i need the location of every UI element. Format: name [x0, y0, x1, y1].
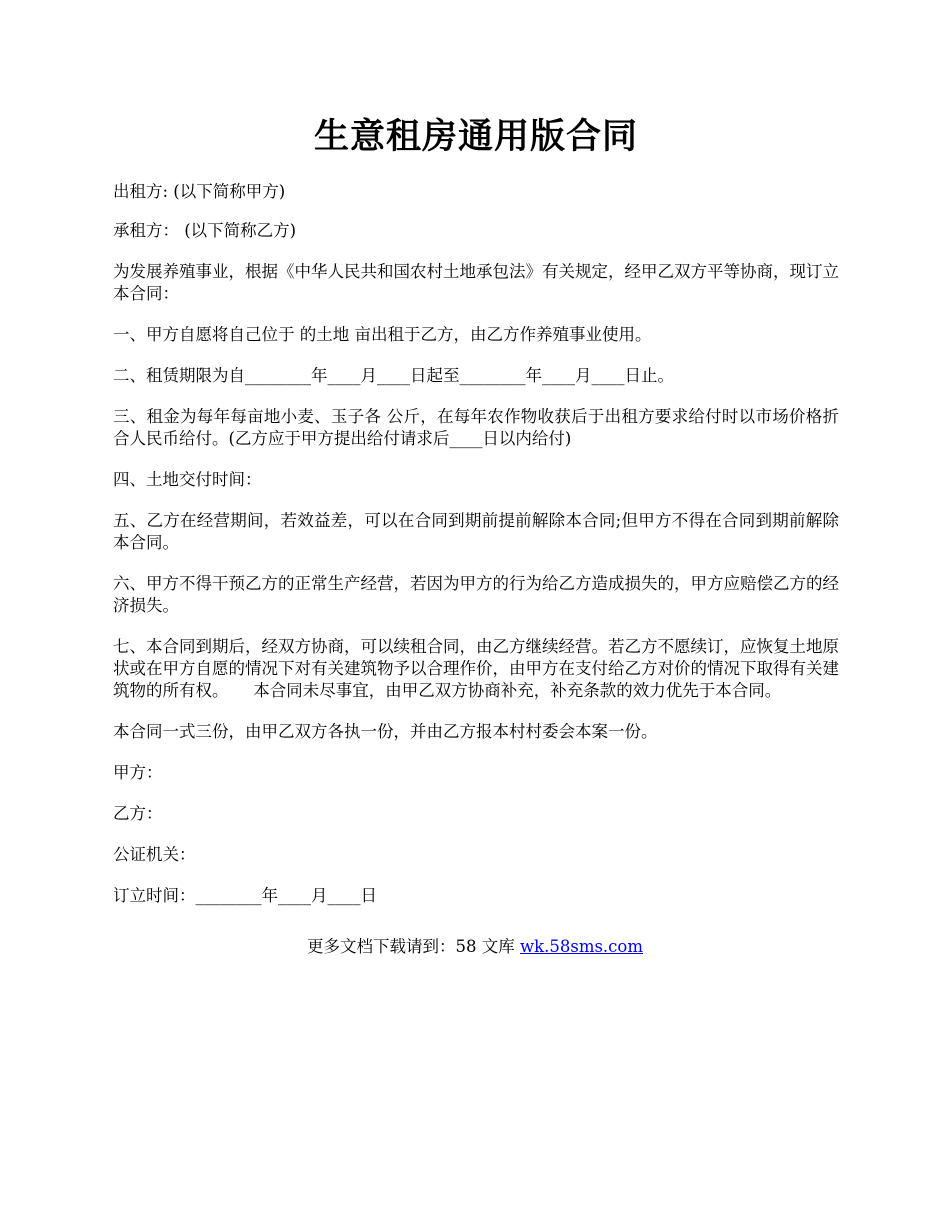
paragraph-clause-6: 六、甲方不得干预乙方的正常生产经营，若因为甲方的行为给乙方造成损失的，甲方应赔偿乙方的经济损失。: [113, 574, 839, 615]
paragraph-copies: 本合同一式三份，由甲乙双方各执一份，并由乙方报本村村委会本案一份。: [113, 722, 658, 741]
paragraph-clause-3: 三、租金为每年每亩地小麦、玉子各 公斤，在每年农作物收获后于出租方要求给付时以市场价格折合人民币给付。(乙方应于甲方提出给付请求后____日以内给付): [113, 407, 839, 448]
paragraph-clause-7: 七、本合同到期后，经双方协商，可以续租合同，由乙方继续经营。若乙方不愿续订，应恢复土地原状或在甲方自愿的情况下对有关建筑物予以合理作价，由甲方在支付给乙方对价的情况下取得有关建筑物的所有权。 本合同未尽事宜，由甲乙双方协商补充，补充条款的效力优先于本合同。: [113, 637, 839, 700]
signature-notary: 公证机关：: [113, 845, 196, 864]
paragraph-lessor: 出租方: (以下简称甲方): [113, 182, 286, 201]
paragraph-lessee: 承租方： (以下简称乙方): [113, 221, 297, 240]
document-title: 生意租房通用版合同: [313, 116, 638, 157]
paragraph-clause-4: 四、土地交付时间：: [113, 470, 262, 489]
paragraph-clause-5: 五、乙方在经营期间，若效益差，可以在合同到期前提前解除本合同;但甲方不得在合同到期前解除本合同。: [113, 511, 839, 552]
signing-date: 订立时间：________年____月____日: [113, 886, 377, 905]
footer-text: 更多文档下载请到：58 文库: [306, 937, 520, 956]
footer: [0, 936, 950, 958]
paragraph-clause-2: 二、租赁期限为自________年____月____日起至________年____月____日止。: [113, 366, 674, 385]
footer-link[interactable]: wk.58sms.com: [519, 937, 643, 956]
signature-party-a: 甲方：: [113, 763, 163, 782]
signature-party-b: 乙方：: [113, 804, 163, 823]
document-page: [113, 0, 839, 907]
paragraph-preamble: 为发展养殖事业，根据《中华人民共和国农村土地承包法》有关规定，经甲乙双方平等协商，现订立本合同：: [113, 262, 839, 303]
paragraph-clause-1: 一、甲方自愿将自己位于 的土地 亩出租于乙方，由乙方作养殖事业使用。: [113, 325, 652, 344]
